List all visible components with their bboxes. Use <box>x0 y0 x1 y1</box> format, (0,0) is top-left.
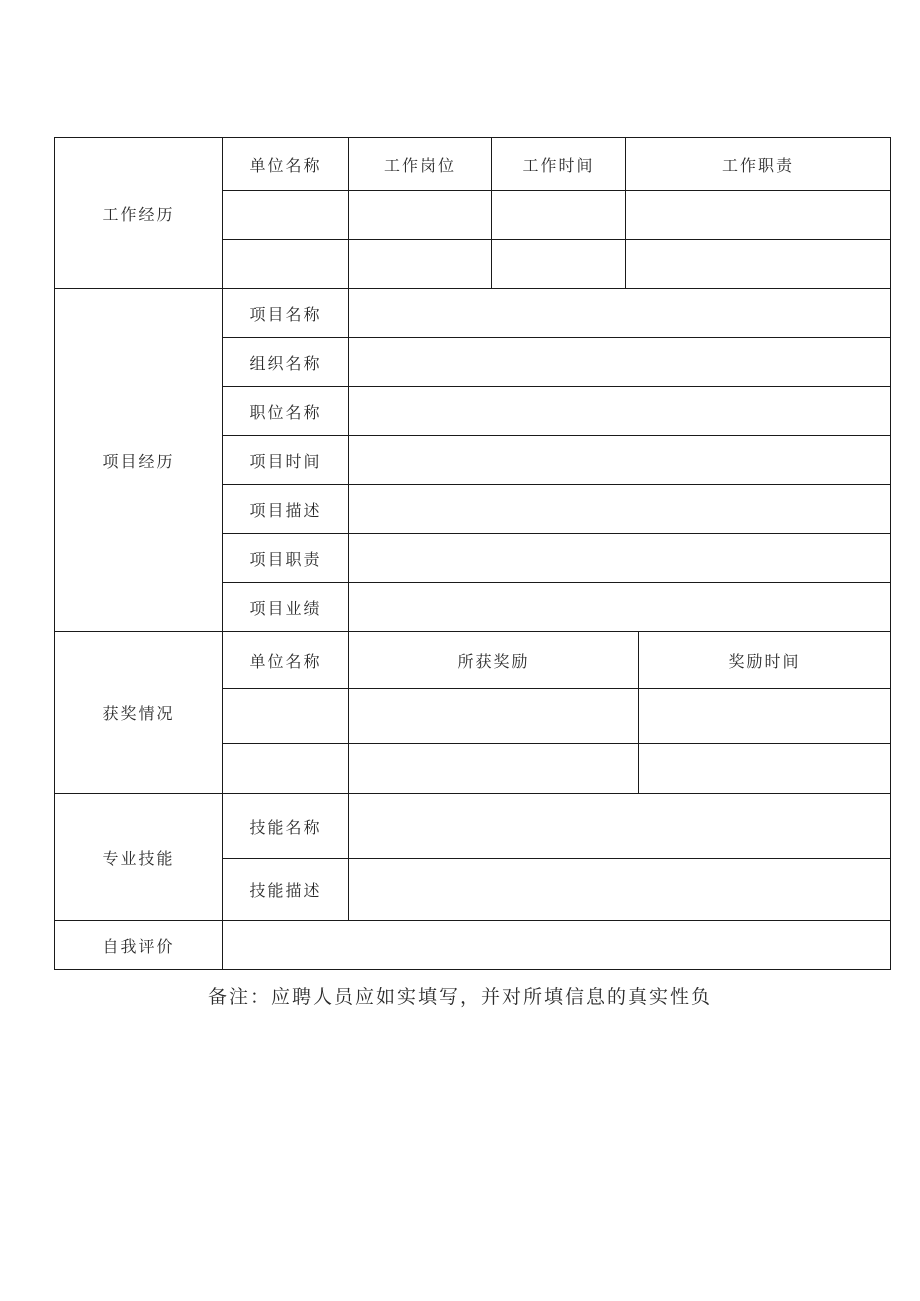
work-row-1-unit-cell[interactable] <box>222 190 349 240</box>
organization-name-label: 组织名称 <box>222 337 349 387</box>
work-header-duties: 工作职责 <box>625 137 891 191</box>
self-evaluation-value[interactable] <box>222 920 891 970</box>
project-achievements-value[interactable] <box>348 582 891 632</box>
project-time-label: 项目时间 <box>222 435 349 485</box>
footnote: 备注：应聘人员应如实填写，并对所填信息的真实性负 <box>207 986 712 1008</box>
organization-name-value[interactable] <box>348 337 891 387</box>
work-row-2-duties-cell[interactable] <box>625 239 891 289</box>
project-description-value[interactable] <box>348 484 891 534</box>
application-form-table <box>54 137 891 970</box>
work-row-2-position-cell[interactable] <box>348 239 492 289</box>
work-row-1-duties-cell[interactable] <box>625 190 891 240</box>
awards-row-1-unit-cell[interactable] <box>222 688 349 744</box>
awards-row-2-unit-cell[interactable] <box>222 743 349 794</box>
awards-header-award: 所获奖励 <box>348 631 639 689</box>
self-evaluation-label: 自我评价 <box>54 920 223 970</box>
awards-row-2-award-cell[interactable] <box>348 743 639 794</box>
project-duties-value[interactable] <box>348 533 891 583</box>
work-row-2-time-cell[interactable] <box>491 239 626 289</box>
awards-section-label: 获奖情况 <box>54 631 223 794</box>
project-description-label: 项目描述 <box>222 484 349 534</box>
work-header-position: 工作岗位 <box>348 137 492 191</box>
work-header-time: 工作时间 <box>491 137 626 191</box>
skill-description-label: 技能描述 <box>222 858 349 921</box>
work-row-1-position-cell[interactable] <box>348 190 492 240</box>
project-name-value[interactable] <box>348 288 891 338</box>
work-header-unit-name: 单位名称 <box>222 137 349 191</box>
project-history-section-label: 项目经历 <box>54 288 223 632</box>
awards-row-1-time-cell[interactable] <box>638 688 891 744</box>
skill-name-value[interactable] <box>348 793 891 859</box>
job-title-value[interactable] <box>348 386 891 436</box>
job-title-label: 职位名称 <box>222 386 349 436</box>
awards-header-unit-name: 单位名称 <box>222 631 349 689</box>
project-name-label: 项目名称 <box>222 288 349 338</box>
work-row-2-unit-cell[interactable] <box>222 239 349 289</box>
skill-description-value[interactable] <box>348 858 891 921</box>
awards-row-1-award-cell[interactable] <box>348 688 639 744</box>
project-duties-label: 项目职责 <box>222 533 349 583</box>
work-history-section-label: 工作经历 <box>54 137 223 289</box>
skill-name-label: 技能名称 <box>222 793 349 859</box>
project-time-value[interactable] <box>348 435 891 485</box>
skills-section-label: 专业技能 <box>54 793 223 921</box>
project-achievements-label: 项目业绩 <box>222 582 349 632</box>
work-row-1-time-cell[interactable] <box>491 190 626 240</box>
awards-header-time: 奖励时间 <box>638 631 891 689</box>
awards-row-2-time-cell[interactable] <box>638 743 891 794</box>
